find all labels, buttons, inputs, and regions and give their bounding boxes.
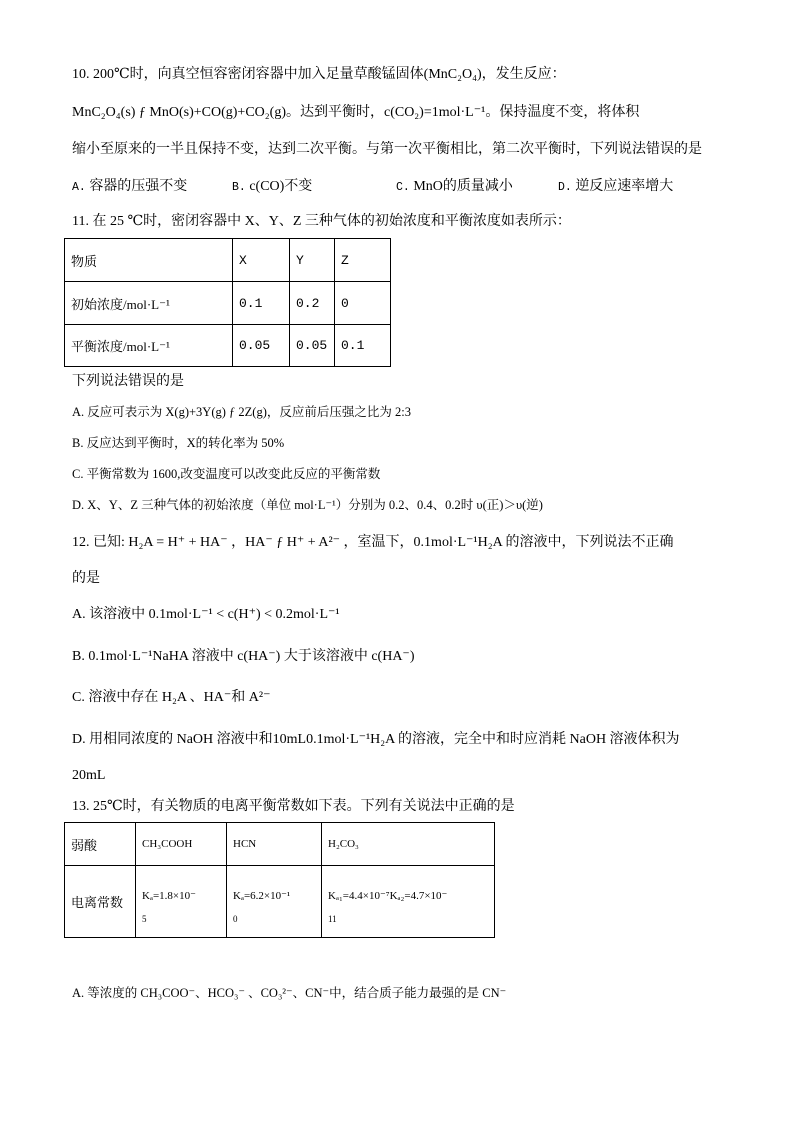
table-row: 平衡浓度/mol·L⁻¹ 0.05 0.05 0.1 (65, 325, 391, 367)
q10-option-c: C. MnO的质量减小 (396, 179, 513, 194)
q12-option-d: D. 用相同浓度的 NaOH 溶液中和10mL0.1mol·L⁻¹H₂A 的溶液，完全中和时应消耗 NaOH 溶液体积为 (72, 732, 680, 747)
q11-option-a: A. 反应可表示为 X(g)+3Y(g) ƒ 2Z(g)，反应前后压强之比为 2:3 (72, 405, 411, 419)
q11-table (64, 238, 391, 367)
q12-option-c: C. 溶液中存在 H₂A 、HA⁻和 A²⁻ (72, 690, 271, 705)
q12-line1: 12. 已知: H₂A = H⁺ + HA⁻ ，HA⁻ ƒ H⁺ + A²⁻ ，室温下，0.1mol·L⁻¹H₂A 的溶液中，下列说法不正确 (72, 535, 674, 550)
q10-line2: MnC₂O₄(s) ƒ MnO(s)+CO(g)+CO₂(g)。达到平衡时，c(CO₂)=1mol·L⁻¹。保持温度不变，将体积 (72, 105, 640, 120)
table-row: 电离常数 Kₐ=1.8×10⁻ 5 Kₐ=6.2×10⁻¹ 0 Kₐ₁=4.4×10⁻⁷Kₐ₂=4.7×10⁻ 11 (65, 866, 495, 938)
q13-option-a: A. 等浓度的 CH₃COO⁻、HCO₃⁻ 、CO₃²⁻、CN⁻中，结合质子能力最强的是 CN⁻ (72, 986, 507, 1000)
q12-option-a: A. 该溶液中 0.1mol·L⁻¹ < c(H⁺) < 0.2mol·L⁻¹ (72, 607, 340, 622)
table-row: 弱酸 CH₃COOH HCN H₂CO₃ (65, 823, 495, 866)
q10-option-a: A. 容器的压强不变 (72, 179, 188, 194)
q13-stem: 13. 25℃时，有关物质的电离平衡常数如下表。下列有关说法中正确的是 (72, 799, 515, 814)
q10-line1: 10. 200℃时，向真空恒容密闭容器中加入足量草酸锰固体(MnC₂O₄)，发生反应： (72, 67, 566, 82)
q11-prompt: 下列说法错误的是 (72, 374, 184, 389)
table-row: 物质 X Y Z (65, 239, 391, 282)
q11-stem: 11. 在 25 ℃时，密闭容器中 X、Y、Z 三种气体的初始浓度和平衡浓度如表所示： (72, 214, 571, 229)
table-row: 初始浓度/mol·L⁻¹ 0.1 0.2 0 (65, 282, 391, 325)
q11-option-c: C. 平衡常数为 1600,改变温度可以改变此反应的平衡常数 (72, 467, 381, 481)
q10-option-b: B. c(CO)不变 (232, 179, 313, 194)
q10-line3: 缩小至原来的一半且保持不变，达到二次平衡。与第一次平衡相比，第二次平衡时，下列说法错误的是 (72, 142, 702, 157)
q12-line2: 的是 (72, 571, 100, 586)
q12-option-b: B. 0.1mol·L⁻¹NaHA 溶液中 c(HA⁻) 大于该溶液中 c(HA⁻) (72, 649, 415, 664)
q11-option-b: B. 反应达到平衡时，X的转化率为 50% (72, 436, 285, 450)
q13-table (64, 822, 495, 938)
q12-option-d-cont: 20mL (72, 768, 106, 783)
q10-option-d: D. 逆反应速率增大 (558, 179, 674, 194)
q11-option-d: D. X、Y、Z 三种气体的初始浓度（单位 mol·L⁻¹）分别为 0.2、0.4、0.2时 υ(正)＞υ(逆) (72, 498, 543, 512)
